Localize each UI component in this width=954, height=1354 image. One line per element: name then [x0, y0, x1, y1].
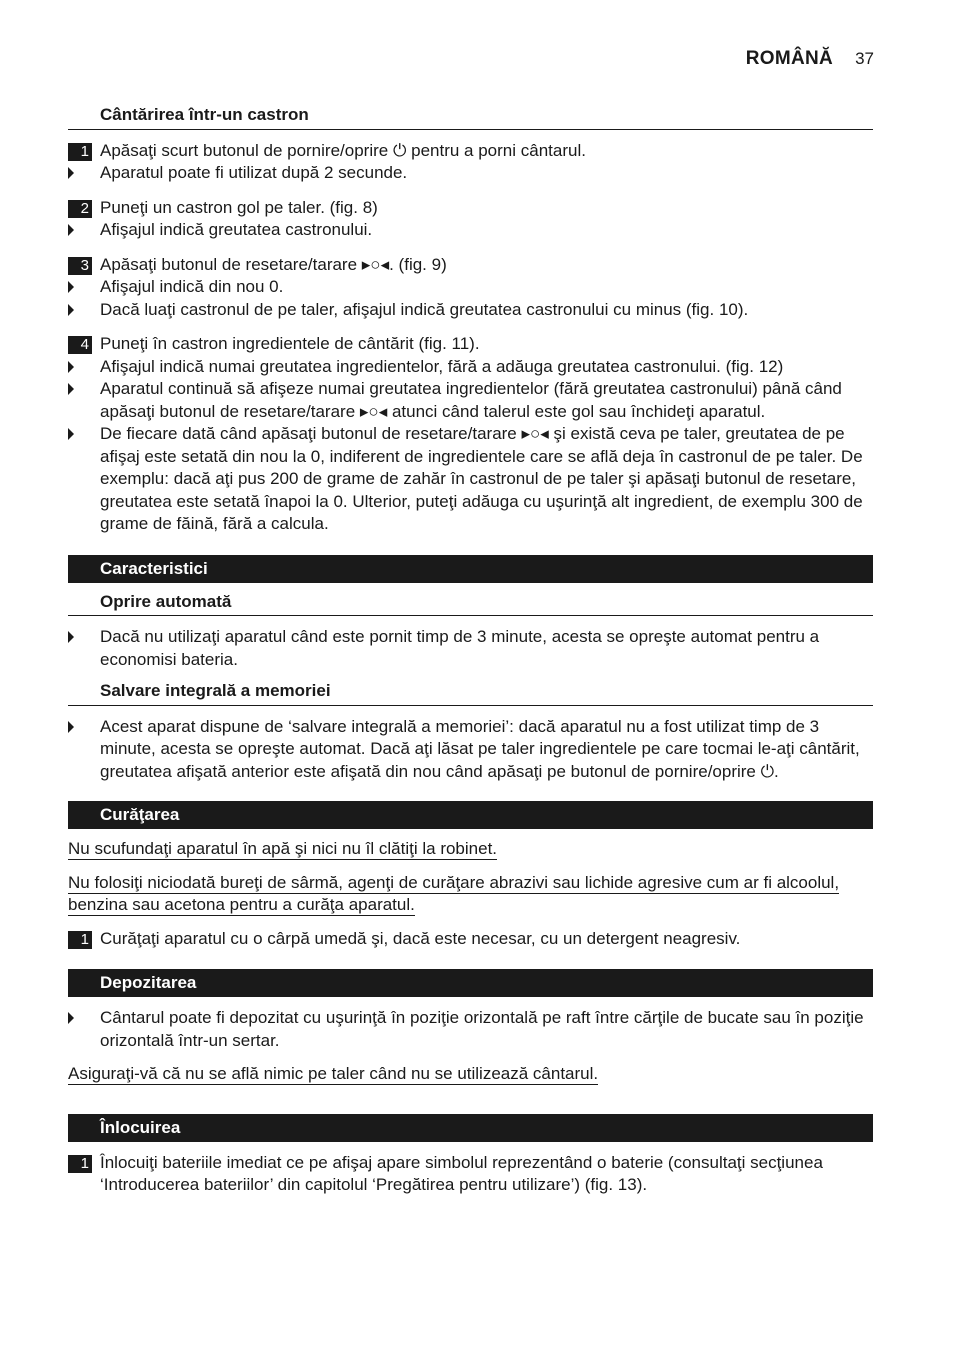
language-label: ROMÂNĂ [745, 48, 834, 69]
bullet-arrow-icon [68, 167, 74, 179]
bullet-arrow-icon [68, 304, 74, 316]
bullet-text: Dacă luaţi castronul de pe taler, afişajul indică greutatea castronului cu minus (fig. 10). [100, 299, 749, 319]
bullet-text: Afişajul indică numai greutatea ingredientelor, fără a adăuga greutatea castronului. (fig. 12) [100, 356, 784, 376]
step-text: Apăsaţi scurt butonul de pornire/oprire ⏻ pentru a porni cântarul. [100, 140, 586, 160]
replacement-section-bar: Înlocuirea [68, 1114, 873, 1142]
bullet-arrow-icon [68, 224, 74, 236]
step-number: 4 [68, 336, 92, 354]
bullet-arrow-icon [68, 383, 74, 395]
weighing-bowl-heading: Cântărirea într-un castron [68, 104, 873, 130]
step-number: 1 [68, 143, 92, 161]
page-number: 37 [855, 49, 874, 68]
step-number: 1 [68, 931, 92, 949]
step-4 [68, 333, 873, 356]
step-text: Apăsaţi butonul de resetare/tarare ▸○◂. (fig. 9) [100, 254, 447, 274]
bullet-arrow-icon [68, 721, 74, 733]
bullet-text: Acest aparat dispune de ‘salvare integrală a memoriei’: dacă aparatul nu a fost utilizat timp de 3 minute, acesta se opreşte automat. Dacă aţi lăsat pe taler ingredientele pe care tocmai le-aţi cântărit, greutatea afişată anterior este afişată din nou când apăsaţi pe butonul de pornire/oprire ⏻. [100, 716, 860, 781]
bullet-item [68, 162, 873, 185]
bullet-text: Aparatul continuă să afişeze numai greutatea ingredientelor (fără greutatea castronului) până când apăsaţi butonul de resetare/tarare ▸○◂ atunci când talerul este gol sau închideţi aparatul. [100, 379, 842, 421]
memory-heading: Salvare integrală a memoriei [68, 680, 873, 706]
cleaning-warning-1: Nu scufundaţi aparatul în apă şi nici nu îl clătiţi la robinet. [68, 839, 498, 858]
bullet-arrow-icon [68, 361, 74, 373]
bullet-text: Cântarul poate fi depozitat cu uşurinţă în poziţie orizontală pe raft între cărţile de bucate sau în poziţie orizontală într-un sertar. [100, 1008, 864, 1050]
step-1 [68, 928, 873, 951]
cleaning-warning-2: Nu folosiţi niciodată bureţi de sârmă, agenţi de curăţare abrazivi sau lichide agresive cum ar fi alcoolul, benzina sau acetona pentru a curăţa aparatul. [68, 872, 840, 914]
bullet-item [68, 423, 873, 536]
bullet-item [68, 219, 873, 242]
bullet-text: De fiecare dată când apăsaţi butonul de resetare/tarare ▸○◂ şi există ceva pe taler, greutatea de pe afişaj este setată din nou la 0, indiferent de ingredientele care se află deja în castronul de pe taler. De exemplu: dacă aţi pus 200 de grame de zahăr în castronul de pe taler şi apăsaţi butonul de resetare, greutatea este setată înapoi la 0. Ulterior, puteţi adăuga cu uşurinţă alt ingredient, de exemplu 300 de grame de făină, fără a calcula. [100, 424, 863, 533]
bullet-item [68, 356, 873, 379]
bullet-text: Dacă nu utilizaţi aparatul când este pornit timp de 3 minute, acesta se opreşte automat pentru a economisi bateria. [100, 627, 820, 669]
step-text: Puneţi un castron gol pe taler. (fig. 8) [100, 197, 378, 217]
bullet-item [68, 1007, 873, 1052]
step-1 [68, 140, 873, 163]
bullet-text: Afişajul indică greutatea castronului. [100, 220, 373, 239]
storage-note: Asiguraţi-vă că nu se află nimic pe taler când nu se utilizează cântarul. [68, 1064, 599, 1083]
bullet-text: Aparatul poate fi utilizat după 2 secunde. [100, 163, 408, 182]
bullet-text: Afişajul indică din nou 0. [100, 277, 284, 296]
bullet-item [68, 626, 873, 671]
step-text: Puneţi în castron ingredientele de cântărit (fig. 11). [100, 334, 480, 353]
bullet-item [68, 378, 873, 423]
cleaning-section-bar: Curăţarea [68, 801, 873, 829]
step-1 [68, 1152, 873, 1197]
page-content [68, 104, 873, 1197]
bullet-item [68, 299, 873, 322]
page-header [746, 48, 874, 70]
storage-section-bar: Depozitarea [68, 969, 873, 997]
bullet-arrow-icon [68, 1012, 74, 1024]
bullet-item [68, 716, 873, 784]
step-number: 2 [68, 200, 92, 218]
step-2 [68, 197, 873, 220]
step-text: Curăţaţi aparatul cu o cârpă umedă şi, dacă este necesar, cu un detergent neagresiv. [100, 928, 741, 948]
bullet-arrow-icon [68, 281, 74, 293]
features-section-bar: Caracteristici [68, 555, 873, 583]
step-number: 1 [68, 1155, 92, 1173]
step-3 [68, 254, 873, 277]
bullet-item [68, 276, 873, 299]
step-number: 3 [68, 257, 92, 275]
bullet-arrow-icon [68, 631, 74, 643]
step-text: Înlocuiţi bateriile imediat ce pe afişaj apare simbolul reprezentând o baterie (consultaţi secţiunea ‘Introducerea bateriilor’ din capitolul ‘Pregătirea pentru utilizare’) (fig. 13). [100, 1152, 823, 1194]
bullet-arrow-icon [68, 428, 74, 440]
auto-off-heading: Oprire automată [68, 591, 873, 617]
